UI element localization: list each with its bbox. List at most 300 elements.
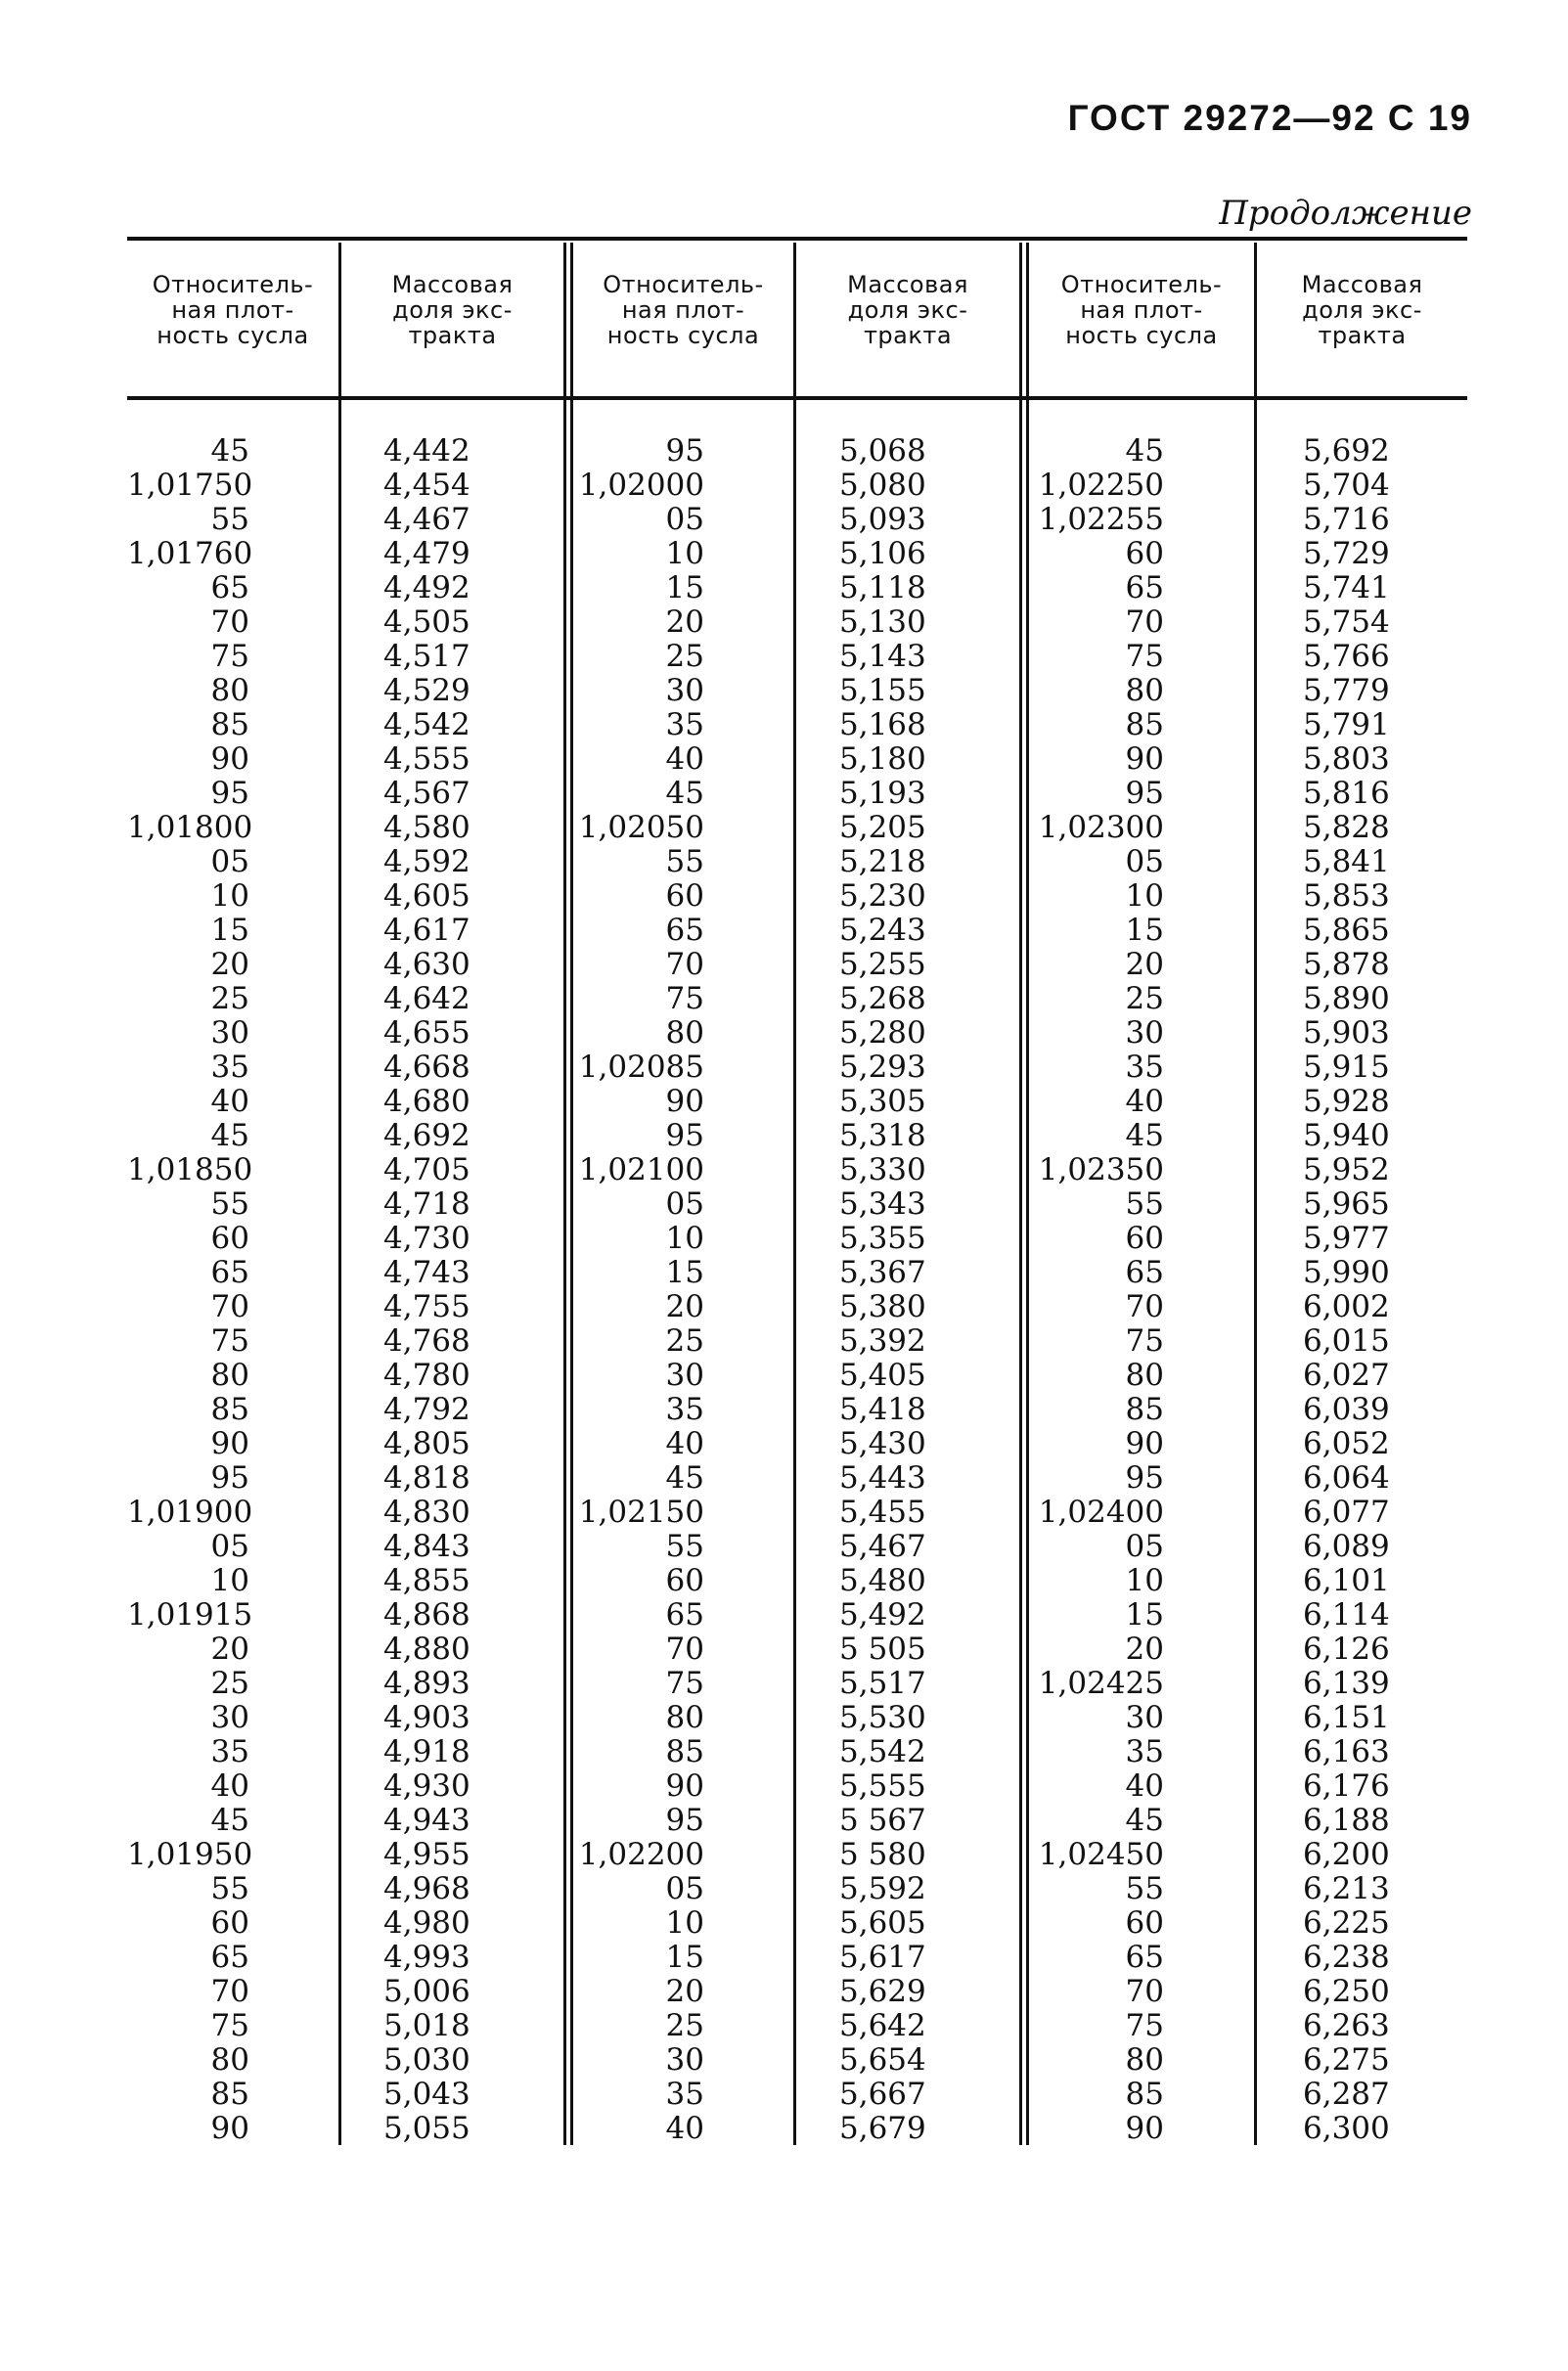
extract-value: 5,180 [839, 741, 926, 777]
density-value: 95 [210, 776, 249, 811]
extract-value: 5,043 [383, 2077, 470, 2112]
density-value: 15 [1125, 913, 1164, 948]
density-value: 80 [665, 1700, 704, 1735]
density-value: 25 [665, 2008, 704, 2043]
header-line: Относитель- [152, 271, 314, 298]
extract-value: 5,977 [1303, 1221, 1390, 1256]
density-value: 75 [665, 981, 704, 1016]
header-top-rule [127, 237, 1467, 241]
header-density-2 [573, 272, 793, 348]
extract-value: 5,555 [839, 1768, 926, 1804]
density-value: 75 [665, 1666, 704, 1701]
density-value: 25 [665, 639, 704, 674]
extract-value: 5,741 [1303, 570, 1390, 605]
extract-value: 6,300 [1303, 2111, 1390, 2146]
header-density-1 [127, 272, 338, 348]
extract-value: 6,200 [1303, 1837, 1390, 1872]
header-line: доля экс- [847, 296, 968, 324]
density-value: 85 [210, 707, 249, 742]
extract-value: 5,405 [839, 1358, 926, 1393]
density-value: 55 [210, 1871, 249, 1906]
extract-value: 6,238 [1303, 1940, 1390, 1975]
density-value: 70 [210, 1974, 249, 2009]
extract-value: 5,841 [1303, 844, 1390, 879]
extract-value: 5,779 [1303, 673, 1390, 708]
group-divider [1019, 243, 1022, 2145]
extract-value: 5,542 [839, 1734, 926, 1769]
density-value: 20 [210, 947, 249, 982]
density-value: 45 [665, 1460, 704, 1496]
extract-value: 5,068 [839, 433, 926, 469]
extract-value: 5,853 [1303, 878, 1390, 914]
header-line: ность сусла [157, 322, 309, 349]
density-column-3 [1037, 434, 1164, 2146]
density-value: 1,01760 [127, 536, 253, 571]
density-value: 65 [1125, 1255, 1164, 1290]
extract-value: 5,605 [839, 1905, 926, 1941]
extract-value: 5,367 [839, 1255, 926, 1290]
density-value: 65 [1125, 570, 1164, 605]
density-value: 65 [665, 913, 704, 948]
density-value: 70 [665, 1632, 704, 1667]
column-divider [793, 243, 796, 2145]
extract-value: 4,542 [383, 707, 470, 742]
extract-value: 5,517 [839, 1666, 926, 1701]
extract-value: 4,555 [383, 741, 470, 777]
extract-value: 4,454 [383, 468, 470, 503]
density-value: 1,02085 [578, 1050, 704, 1085]
density-value: 45 [665, 776, 704, 811]
density-value: 60 [1125, 1221, 1164, 1256]
extract-value: 4,505 [383, 604, 470, 640]
header-extract-3 [1257, 272, 1467, 348]
density-value: 30 [665, 673, 704, 708]
extract-value: 5,704 [1303, 468, 1390, 503]
extract-value: 4,630 [383, 947, 470, 982]
density-value: 10 [665, 1905, 704, 1941]
extract-value: 5,667 [839, 2077, 926, 2112]
extract-value: 5,118 [839, 570, 926, 605]
extract-value: 6,027 [1303, 1358, 1390, 1393]
continuation-label: Продолжение [1219, 194, 1472, 233]
density-value: 55 [210, 502, 249, 537]
extract-value: 6,188 [1303, 1803, 1390, 1838]
density-value: 80 [1125, 2042, 1164, 2078]
density-value: 80 [210, 2042, 249, 2078]
group-divider [1026, 243, 1029, 2145]
density-value: 1,02255 [1038, 502, 1164, 537]
extract-value: 5,890 [1303, 981, 1390, 1016]
extract-value: 5,230 [839, 878, 926, 914]
density-value: 25 [210, 1666, 249, 1701]
extract-value: 6,213 [1303, 1871, 1390, 1906]
extract-value: 4,943 [383, 1803, 470, 1838]
density-value: 35 [1125, 1734, 1164, 1769]
density-value: 60 [1125, 536, 1164, 571]
density-value: 1,02350 [1038, 1152, 1164, 1187]
density-value: 95 [665, 1118, 704, 1153]
density-value: 45 [1125, 1803, 1164, 1838]
density-value: 90 [210, 1426, 249, 1461]
extract-value: 5,093 [839, 502, 926, 537]
density-value: 25 [1125, 981, 1164, 1016]
extract-value: 4,930 [383, 1768, 470, 1804]
header-line: Массовая [847, 271, 968, 298]
extract-value: 5,642 [839, 2008, 926, 2043]
density-value: 10 [1125, 878, 1164, 914]
extract-value: 5,330 [839, 1152, 926, 1187]
extract-value: 6,052 [1303, 1426, 1390, 1461]
extract-value: 4,818 [383, 1460, 470, 1496]
extract-value: 5,430 [839, 1426, 926, 1461]
extract-value: 5,803 [1303, 741, 1390, 777]
header-line: ная плот- [621, 296, 745, 324]
extract-value: 6,064 [1303, 1460, 1390, 1496]
extract-value: 4,680 [383, 1084, 470, 1119]
extract-value: 4,567 [383, 776, 470, 811]
density-value: 25 [210, 981, 249, 1016]
density-value: 65 [665, 1597, 704, 1633]
density-value: 55 [1125, 1871, 1164, 1906]
density-value: 15 [665, 1940, 704, 1975]
density-value: 1,02250 [1038, 468, 1164, 503]
density-value: 1,01850 [127, 1152, 253, 1187]
header-line: ная плот- [1080, 296, 1203, 324]
density-value: 95 [1125, 776, 1164, 811]
extract-value: 5,915 [1303, 1050, 1390, 1085]
extract-value: 5,106 [839, 536, 926, 571]
density-value: 35 [665, 1392, 704, 1427]
extract-value: 5,006 [383, 1974, 470, 2009]
density-value: 55 [210, 1186, 249, 1222]
density-value: 55 [665, 1529, 704, 1564]
density-value: 80 [1125, 673, 1164, 708]
density-value: 95 [665, 433, 704, 469]
extract-value: 4,705 [383, 1152, 470, 1187]
density-value: 10 [665, 536, 704, 571]
extract-value: 4,642 [383, 981, 470, 1016]
density-value: 85 [1125, 2077, 1164, 2112]
extract-value: 6,151 [1303, 1700, 1390, 1735]
density-value: 1,02200 [578, 1837, 704, 1872]
density-value: 80 [210, 673, 249, 708]
extract-value: 6,225 [1303, 1905, 1390, 1941]
extract-value: 5,255 [839, 947, 926, 982]
density-value: 20 [665, 604, 704, 640]
extract-value: 5,791 [1303, 707, 1390, 742]
extract-value: 4,755 [383, 1289, 470, 1324]
density-value: 95 [1125, 1460, 1164, 1496]
density-value: 85 [1125, 707, 1164, 742]
extract-value: 5,130 [839, 604, 926, 640]
extract-value: 4,993 [383, 1940, 470, 1975]
extract-value: 5,530 [839, 1700, 926, 1735]
density-value: 60 [665, 1563, 704, 1598]
extract-value: 5,293 [839, 1050, 926, 1085]
extract-value: 6,163 [1303, 1734, 1390, 1769]
extract-value: 4,529 [383, 673, 470, 708]
extract-value: 5,990 [1303, 1255, 1390, 1290]
extract-value: 5,865 [1303, 913, 1390, 948]
extract-value: 4,592 [383, 844, 470, 879]
header-line: ность сусла [1065, 322, 1218, 349]
extract-value: 5,878 [1303, 947, 1390, 982]
extract-value: 5,380 [839, 1289, 926, 1324]
extract-value: 5,903 [1303, 1015, 1390, 1051]
density-value: 35 [665, 2077, 704, 2112]
page-header: ГОСТ 29272—92 С 19 [1067, 98, 1472, 138]
density-value: 60 [665, 878, 704, 914]
extract-value: 5,018 [383, 2008, 470, 2043]
extract-value: 4,805 [383, 1426, 470, 1461]
extract-value: 4,855 [383, 1563, 470, 1598]
density-value: 1,02450 [1038, 1837, 1164, 1872]
extract-value: 5,305 [839, 1084, 926, 1119]
density-value: 75 [210, 2008, 249, 2043]
density-value: 1,02100 [578, 1152, 704, 1187]
extract-value: 5,218 [839, 844, 926, 879]
density-value: 45 [1125, 1118, 1164, 1153]
header-extract-2 [796, 272, 1019, 348]
density-value: 05 [210, 844, 249, 879]
extract-value: 4,668 [383, 1050, 470, 1085]
extract-value: 5,716 [1303, 502, 1390, 537]
density-value: 20 [665, 1974, 704, 2009]
density-value: 1,02150 [578, 1495, 704, 1530]
density-value: 40 [210, 1084, 249, 1119]
extract-value: 5,592 [839, 1871, 926, 1906]
column-divider [1254, 243, 1257, 2145]
density-value: 20 [1125, 1632, 1164, 1667]
extract-value: 4,692 [383, 1118, 470, 1153]
density-value: 60 [210, 1905, 249, 1941]
density-value: 75 [1125, 2008, 1164, 2043]
density-value: 65 [210, 1940, 249, 1975]
density-column-2 [577, 434, 704, 2146]
density-value: 60 [1125, 1905, 1164, 1941]
density-value: 75 [210, 639, 249, 674]
extract-value: 5,629 [839, 1974, 926, 2009]
density-value: 1,02425 [1038, 1666, 1164, 1701]
extract-value: 5,928 [1303, 1084, 1390, 1119]
density-value: 10 [1125, 1563, 1164, 1598]
header-line: Массовая [1301, 271, 1423, 298]
extract-value: 4,918 [383, 1734, 470, 1769]
extract-value: 5,692 [1303, 433, 1390, 469]
density-value: 05 [665, 1186, 704, 1222]
density-value: 65 [210, 570, 249, 605]
density-value: 10 [665, 1221, 704, 1256]
density-value: 20 [665, 1289, 704, 1324]
extract-value: 6,002 [1303, 1289, 1390, 1324]
extract-value: 5,617 [839, 1940, 926, 1975]
density-value: 40 [665, 741, 704, 777]
extract-value: 5,280 [839, 1015, 926, 1051]
density-value: 30 [210, 1015, 249, 1051]
extract-value: 4,442 [383, 433, 470, 469]
density-value: 90 [1125, 1426, 1164, 1461]
density-value: 15 [665, 570, 704, 605]
header-line: доля экс- [1302, 296, 1422, 324]
extract-value: 5,480 [839, 1563, 926, 1598]
density-value: 90 [665, 1768, 704, 1804]
extract-value: 5,965 [1303, 1186, 1390, 1222]
extract-value: 5,828 [1303, 810, 1390, 845]
header-line: тракта [1318, 322, 1407, 349]
extract-value: 5,952 [1303, 1152, 1390, 1187]
extract-value: 5,343 [839, 1186, 926, 1222]
density-value: 75 [1125, 639, 1164, 674]
density-value: 05 [665, 1871, 704, 1906]
extract-value: 4,980 [383, 1905, 470, 1941]
extract-value: 6,176 [1303, 1768, 1390, 1804]
density-value: 75 [210, 1323, 249, 1359]
extract-value: 4,718 [383, 1186, 470, 1222]
extract-value: 4,792 [383, 1392, 470, 1427]
density-value: 1,01900 [127, 1495, 253, 1530]
density-value: 80 [1125, 1358, 1164, 1393]
density-value: 30 [1125, 1700, 1164, 1735]
density-value: 15 [665, 1255, 704, 1290]
density-value: 85 [210, 2077, 249, 2112]
density-value: 40 [665, 2111, 704, 2146]
extract-value: 4,768 [383, 1323, 470, 1359]
density-value: 65 [210, 1255, 249, 1290]
extract-value: 5 567 [839, 1803, 926, 1838]
density-value: 45 [210, 1118, 249, 1153]
density-value: 85 [1125, 1392, 1164, 1427]
extract-value: 5,418 [839, 1392, 926, 1427]
density-value: 45 [210, 1803, 249, 1838]
header-density-3 [1029, 272, 1254, 348]
extract-value: 6,139 [1303, 1666, 1390, 1701]
density-value: 65 [1125, 1940, 1164, 1975]
density-value: 05 [210, 1529, 249, 1564]
density-value: 70 [665, 947, 704, 982]
extract-value: 4,492 [383, 570, 470, 605]
density-value: 05 [1125, 1529, 1164, 1564]
extract-value: 5,193 [839, 776, 926, 811]
extract-value: 5,492 [839, 1597, 926, 1633]
extract-value: 6,114 [1303, 1597, 1390, 1633]
density-value: 40 [210, 1768, 249, 1804]
density-value: 85 [210, 1392, 249, 1427]
density-value: 55 [1125, 1186, 1164, 1222]
extract-value: 5,766 [1303, 639, 1390, 674]
header-line: Относитель- [1060, 271, 1223, 298]
extract-value: 5,030 [383, 2042, 470, 2078]
extract-value: 4,955 [383, 1837, 470, 1872]
density-value: 40 [1125, 1768, 1164, 1804]
extract-value: 5,268 [839, 981, 926, 1016]
density-value: 30 [1125, 1015, 1164, 1051]
extract-value: 4,517 [383, 639, 470, 674]
header-extract-1 [341, 272, 563, 348]
group-divider [570, 243, 573, 2145]
extract-value: 6,089 [1303, 1529, 1390, 1564]
density-value: 35 [210, 1050, 249, 1085]
extract-value: 5,318 [839, 1118, 926, 1153]
extract-value: 4,880 [383, 1632, 470, 1667]
extract-value: 5,679 [839, 2111, 926, 2146]
density-value: 60 [210, 1221, 249, 1256]
density-value: 40 [665, 1426, 704, 1461]
extract-value: 4,655 [383, 1015, 470, 1051]
extract-value: 6,275 [1303, 2042, 1390, 2078]
extract-value: 5,168 [839, 707, 926, 742]
group-divider [563, 243, 566, 2145]
extract-value: 5,455 [839, 1495, 926, 1530]
extract-value: 5,205 [839, 810, 926, 845]
extract-value: 5,754 [1303, 604, 1390, 640]
density-value: 95 [665, 1803, 704, 1838]
extract-value: 5,940 [1303, 1118, 1390, 1153]
extract-value: 5,355 [839, 1221, 926, 1256]
extract-value: 6,126 [1303, 1632, 1390, 1667]
column-divider [338, 243, 341, 2145]
extract-value: 4,743 [383, 1255, 470, 1290]
density-value: 15 [1125, 1597, 1164, 1633]
extract-value: 5,155 [839, 673, 926, 708]
extract-value: 4,780 [383, 1358, 470, 1393]
density-value: 05 [665, 502, 704, 537]
extract-value: 5,055 [383, 2111, 470, 2146]
extract-value: 6,101 [1303, 1563, 1390, 1598]
extract-value: 4,605 [383, 878, 470, 914]
extract-value: 5,467 [839, 1529, 926, 1564]
extract-value: 6,250 [1303, 1974, 1390, 2009]
header-line: тракта [408, 322, 497, 349]
density-value: 90 [210, 2111, 249, 2146]
extract-value: 5,080 [839, 468, 926, 503]
header-line: Относитель- [603, 271, 764, 298]
density-value: 1,02400 [1038, 1495, 1164, 1530]
header-line: доля экс- [392, 296, 513, 324]
extract-value: 5,143 [839, 639, 926, 674]
extract-value: 5 580 [839, 1837, 926, 1872]
density-value: 15 [210, 913, 249, 948]
density-value: 1,02000 [578, 468, 704, 503]
header-line: Массовая [391, 271, 514, 298]
density-value: 35 [665, 707, 704, 742]
extract-value: 4,868 [383, 1597, 470, 1633]
density-value: 1,02050 [578, 810, 704, 845]
extract-value: 5,654 [839, 2042, 926, 2078]
density-value: 80 [665, 1015, 704, 1051]
extract-value: 4,467 [383, 502, 470, 537]
extract-value: 4,893 [383, 1666, 470, 1701]
extract-value: 5,392 [839, 1323, 926, 1359]
density-value: 85 [665, 1734, 704, 1769]
header-line: ная плот- [171, 296, 294, 324]
density-value: 70 [210, 604, 249, 640]
density-value: 1,01750 [127, 468, 253, 503]
extract-value: 5 505 [839, 1632, 926, 1667]
density-value: 1,01800 [127, 810, 253, 845]
extract-value: 4,968 [383, 1871, 470, 1906]
density-value: 30 [665, 2042, 704, 2078]
density-value: 05 [1125, 844, 1164, 879]
density-value: 25 [665, 1323, 704, 1359]
header-line: тракта [863, 322, 953, 349]
density-value: 70 [1125, 604, 1164, 640]
density-value: 10 [210, 1563, 249, 1598]
density-value: 20 [1125, 947, 1164, 982]
extract-value: 6,015 [1303, 1323, 1390, 1359]
density-value: 70 [1125, 1289, 1164, 1324]
density-value: 1,02300 [1038, 810, 1164, 845]
extract-value: 6,077 [1303, 1495, 1390, 1530]
